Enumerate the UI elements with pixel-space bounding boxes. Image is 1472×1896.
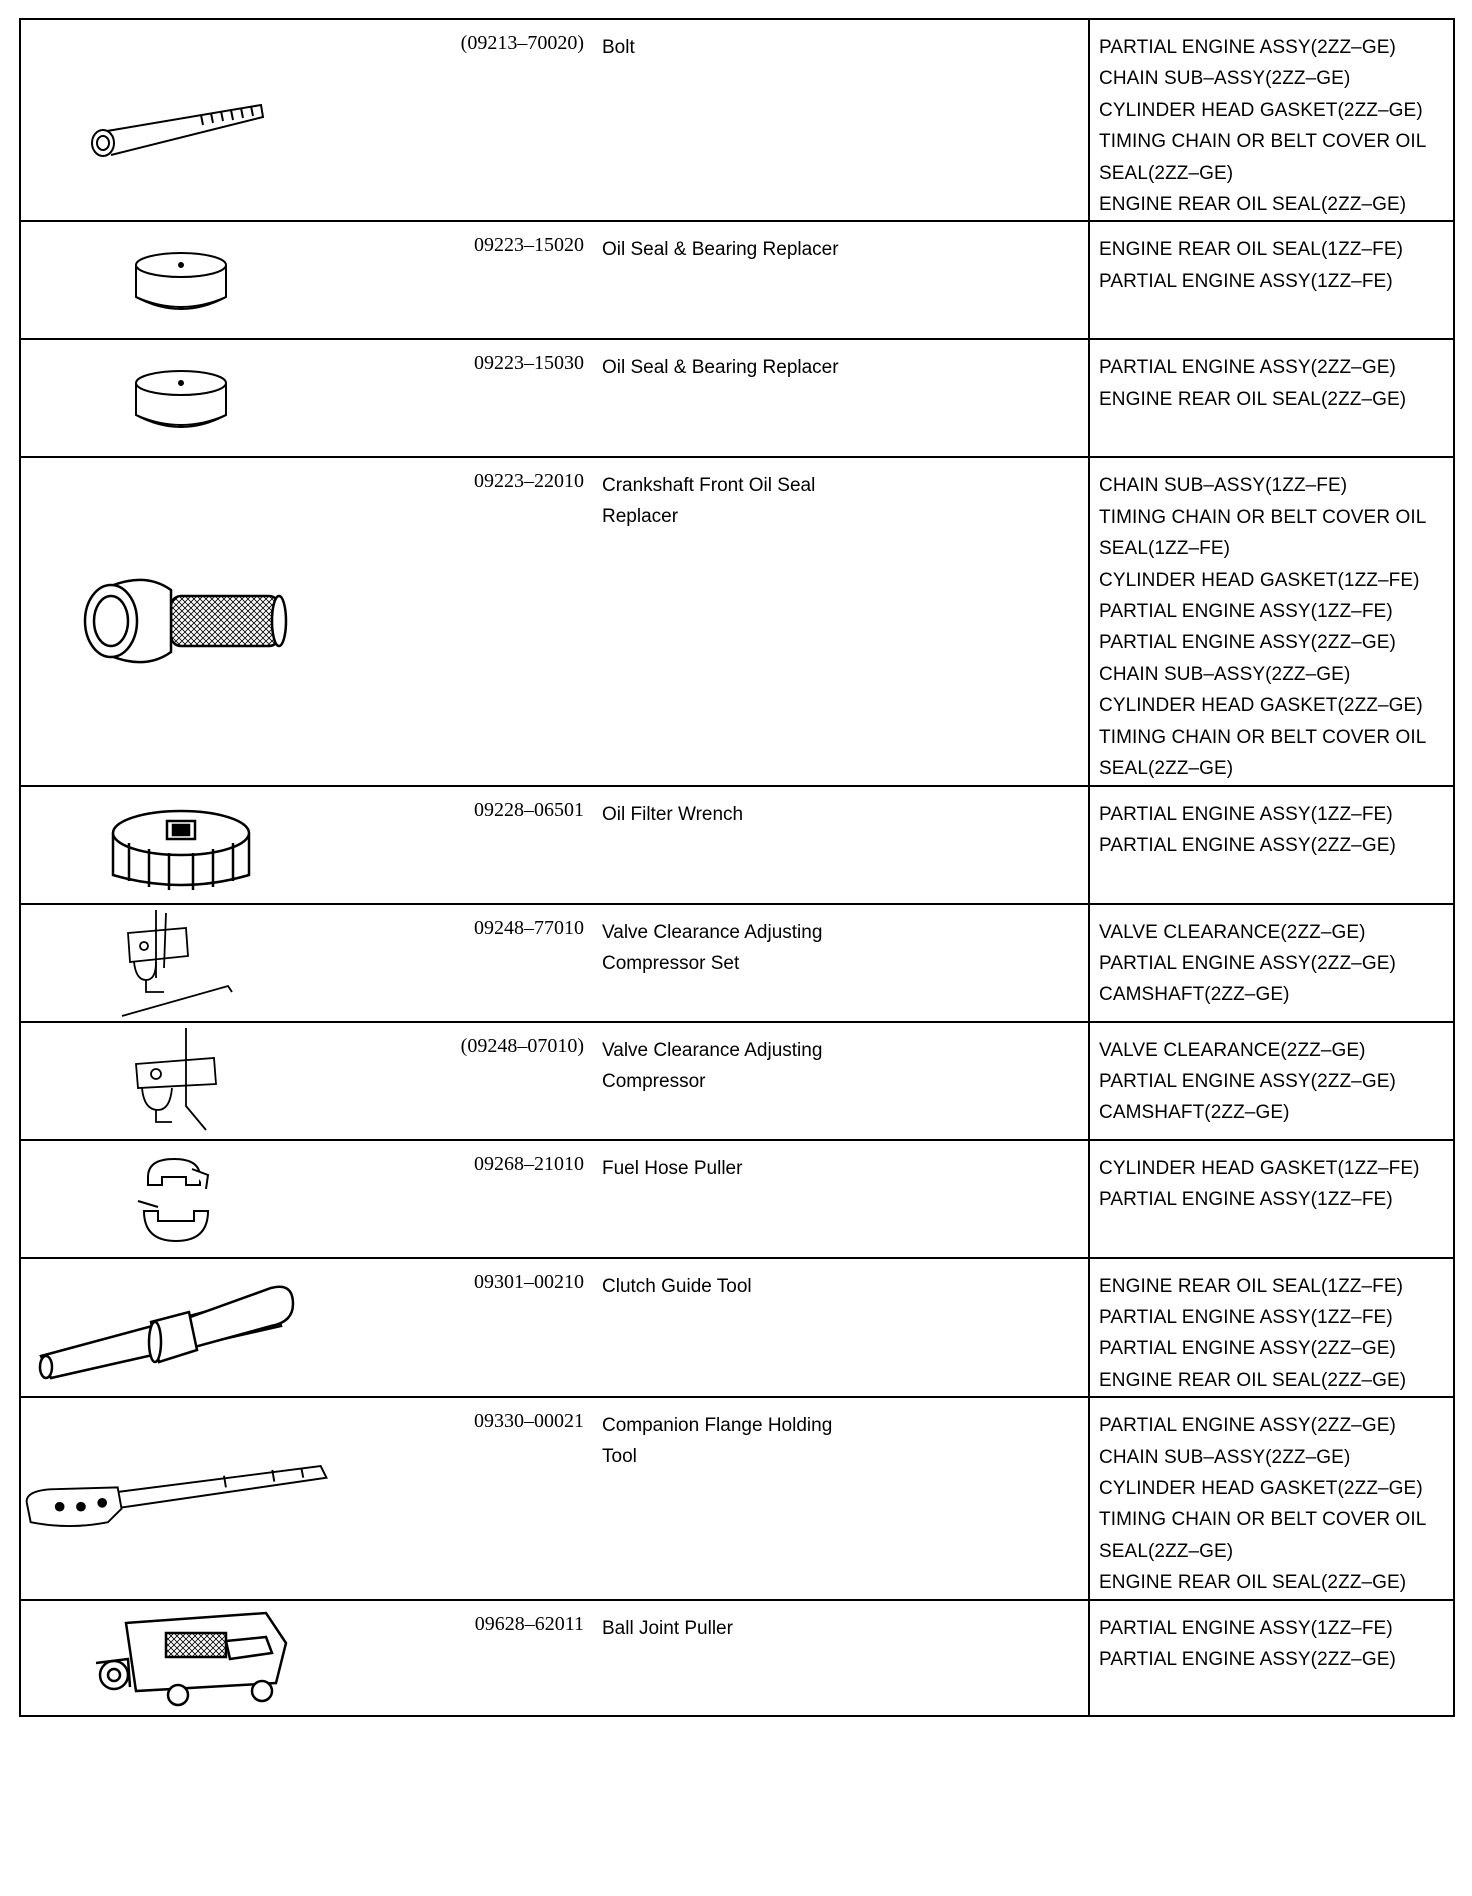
used-for-item: ENGINE REAR OIL SEAL(2ZZ–GE) [1099, 388, 1407, 410]
used-for-cell [1089, 1600, 1454, 1716]
used-for-item: PARTIAL ENGINE ASSY(2ZZ–GE) [1099, 1415, 1396, 1437]
part-number: 09223–15020 [474, 234, 584, 257]
tool-illustration-cell [20, 1600, 430, 1716]
used-for-item: TIMING CHAIN OR BELT COVER OIL [1099, 726, 1427, 748]
bolt-icon [21, 75, 430, 165]
used-for-item: PARTIAL ENGINE ASSY(1ZZ–FE) [1099, 270, 1393, 292]
used-for-item: CYLINDER HEAD GASKET(2ZZ–GE) [1099, 695, 1423, 717]
used-for-item: CHAIN SUB–ASSY(2ZZ–GE) [1099, 1446, 1351, 1468]
used-for-item: PARTIAL ENGINE ASSY(2ZZ–GE) [1099, 37, 1396, 58]
tool-name-cell [590, 1600, 1089, 1716]
tool-illustration-cell [20, 1397, 430, 1599]
tool-name-cell [590, 339, 1089, 457]
used-for-item: SEAL(2ZZ–GE) [1099, 162, 1234, 184]
used-for-item: CHAIN SUB–ASSY(2ZZ–GE) [1099, 663, 1351, 685]
part-number-cell [430, 904, 590, 1022]
part-number: 09228–06501 [474, 798, 584, 821]
used-for-item: ENGINE REAR OIL SEAL(1ZZ–FE) [1099, 239, 1404, 261]
tool-illustration-cell [20, 339, 430, 457]
used-for-cell [1089, 339, 1454, 457]
part-number-cell [430, 1397, 590, 1599]
tool-illustration-cell [20, 786, 430, 904]
tool-row [20, 1600, 1454, 1716]
tool-name: Oil Seal & Bearing Replacer [602, 239, 839, 261]
used-for-item: PARTIAL ENGINE ASSY(1ZZ–FE) [1099, 1188, 1393, 1210]
tool-illustration-cell [20, 1140, 430, 1258]
tool-illustration-cell [20, 904, 430, 1022]
tool-name-cell [590, 221, 1089, 339]
part-number: 09301–00210 [474, 1270, 584, 1293]
special-service-tools-table [19, 18, 1455, 1717]
tool-row [20, 1140, 1454, 1258]
part-number-cell [430, 221, 590, 339]
tool-name-cell [590, 1022, 1089, 1140]
tool-row [20, 339, 1454, 457]
used-for-item: ENGINE REAR OIL SEAL(2ZZ–GE) [1099, 1369, 1407, 1391]
used-for-item: ENGINE REAR OIL SEAL(2ZZ–GE) [1099, 1572, 1407, 1594]
part-number: 09628–62011 [474, 1612, 584, 1635]
used-for-item: CYLINDER HEAD GASKET(1ZZ–FE) [1099, 1157, 1420, 1179]
part-number: 09330–00021 [474, 1410, 584, 1433]
tool-illustration-cell [20, 19, 430, 221]
used-for-item: ENGINE REAR OIL SEAL(1ZZ–FE) [1099, 1275, 1404, 1297]
used-for-item: CHAIN SUB–ASSY(1ZZ–FE) [1099, 475, 1348, 497]
used-for-cell [1089, 1397, 1454, 1599]
part-number: 09223–15030 [474, 352, 584, 375]
oil-filter-wrench-icon [21, 795, 430, 895]
tool-row [20, 19, 1454, 221]
used-for-item: TIMING CHAIN OR BELT COVER OIL [1099, 131, 1427, 153]
used-for-item: CYLINDER HEAD GASKET(2ZZ–GE) [1099, 99, 1423, 121]
tool-name-cell [590, 1258, 1089, 1398]
part-number: 09248–77010 [474, 916, 584, 939]
part-number: (09248–07010) [460, 1034, 584, 1057]
used-for-item: CAMSHAFT(2ZZ–GE) [1099, 1102, 1290, 1124]
part-number-cell [430, 1600, 590, 1716]
used-for-item: PARTIAL ENGINE ASSY(1ZZ–FE) [1099, 1617, 1393, 1639]
used-for-cell [1089, 1258, 1454, 1398]
part-number: 09268–21010 [474, 1152, 584, 1175]
seal-replacer-icon [21, 235, 430, 325]
tool-name: Oil Seal & Bearing Replacer [602, 357, 839, 379]
tool-row [20, 1258, 1454, 1398]
used-for-item: TIMING CHAIN OR BELT COVER OIL [1099, 1509, 1427, 1531]
part-number-cell [430, 1022, 590, 1140]
used-for-item: PARTIAL ENGINE ASSY(2ZZ–GE) [1099, 1338, 1396, 1360]
ball-joint-puller-icon [21, 1603, 430, 1713]
used-for-cell [1089, 457, 1454, 785]
used-for-item: PARTIAL ENGINE ASSY(1ZZ–FE) [1099, 1306, 1393, 1328]
used-for-item: CYLINDER HEAD GASKET(1ZZ–FE) [1099, 569, 1420, 591]
used-for-item: SEAL(2ZZ–GE) [1099, 1540, 1234, 1562]
tool-name: Valve Clearance Adjusting [602, 921, 823, 943]
flange-holding-tool-icon [21, 1453, 430, 1543]
tool-row [20, 786, 1454, 904]
crankshaft-seal-replacer-icon [21, 566, 430, 676]
used-for-item: SEAL(2ZZ–GE) [1099, 758, 1234, 780]
used-for-cell [1089, 904, 1454, 1022]
tool-name: Compressor [602, 1070, 706, 1092]
tool-illustration-cell [20, 1258, 430, 1398]
used-for-item: PARTIAL ENGINE ASSY(2ZZ–GE) [1099, 834, 1396, 856]
tool-name: Oil Filter Wrench [602, 803, 744, 825]
used-for-item: PARTIAL ENGINE ASSY(2ZZ–GE) [1099, 1648, 1396, 1670]
tool-name: Compressor Set [602, 952, 740, 974]
tool-name: Bolt [602, 37, 635, 58]
tool-name: Replacer [602, 506, 679, 528]
tool-name: Crankshaft Front Oil Seal [602, 475, 816, 497]
part-number-cell [430, 19, 590, 221]
tool-name-cell [590, 786, 1089, 904]
used-for-cell [1089, 221, 1454, 339]
tool-illustration-cell [20, 1022, 430, 1140]
used-for-item: ENGINE REAR OIL SEAL(2ZZ–GE) [1099, 194, 1407, 216]
fuel-hose-puller-icon [21, 1149, 430, 1249]
used-for-item: CHAIN SUB–ASSY(2ZZ–GE) [1099, 68, 1351, 90]
tool-name-cell [590, 19, 1089, 221]
tool-row [20, 457, 1454, 785]
tool-name: Fuel Hose Puller [602, 1157, 743, 1179]
tool-name: Companion Flange Holding Tool [602, 1415, 833, 1468]
seal-replacer-icon [21, 353, 430, 443]
tool-row [20, 1397, 1454, 1599]
clutch-guide-tool-icon [21, 1272, 430, 1382]
valve-compressor-icon [21, 1026, 430, 1136]
tool-name: Ball Joint Puller [602, 1617, 733, 1639]
tool-name: Valve Clearance Adjusting [602, 1039, 823, 1061]
used-for-item: PARTIAL ENGINE ASSY(2ZZ–GE) [1099, 952, 1396, 974]
part-number-cell [430, 339, 590, 457]
part-number: 09223–22010 [474, 470, 584, 493]
used-for-item: PARTIAL ENGINE ASSY(1ZZ–FE) [1099, 803, 1393, 825]
part-number: (09213–70020) [460, 32, 584, 54]
used-for-item: PARTIAL ENGINE ASSY(2ZZ–GE) [1099, 632, 1396, 654]
part-number-cell [430, 1140, 590, 1258]
used-for-item: PARTIAL ENGINE ASSY(2ZZ–GE) [1099, 1070, 1396, 1092]
used-for-cell [1089, 1140, 1454, 1258]
used-for-item: PARTIAL ENGINE ASSY(1ZZ–FE) [1099, 601, 1393, 623]
used-for-cell [1089, 1022, 1454, 1140]
used-for-item: PARTIAL ENGINE ASSY(2ZZ–GE) [1099, 357, 1396, 379]
part-number-cell [430, 786, 590, 904]
tool-illustration-cell [20, 457, 430, 785]
tool-name: Clutch Guide Tool [602, 1275, 752, 1297]
tool-row [20, 1022, 1454, 1140]
tool-name-cell [590, 1140, 1089, 1258]
used-for-cell [1089, 19, 1454, 221]
tool-row [20, 221, 1454, 339]
tool-illustration-cell [20, 221, 430, 339]
tool-name-cell [590, 904, 1089, 1022]
part-number-cell [430, 457, 590, 785]
tool-name-cell [590, 457, 1089, 785]
used-for-item: TIMING CHAIN OR BELT COVER OIL [1099, 506, 1427, 528]
used-for-item: SEAL(1ZZ–FE) [1099, 538, 1231, 560]
used-for-item: VALVE CLEARANCE(2ZZ–GE) [1099, 1039, 1366, 1061]
valve-compressor-set-icon [21, 908, 430, 1018]
tool-row [20, 904, 1454, 1022]
tool-name-cell [590, 1397, 1089, 1599]
used-for-cell [1089, 786, 1454, 904]
used-for-item: CYLINDER HEAD GASKET(2ZZ–GE) [1099, 1477, 1423, 1499]
used-for-item: CAMSHAFT(2ZZ–GE) [1099, 984, 1290, 1006]
part-number-cell [430, 1258, 590, 1398]
used-for-item: VALVE CLEARANCE(2ZZ–GE) [1099, 921, 1366, 943]
